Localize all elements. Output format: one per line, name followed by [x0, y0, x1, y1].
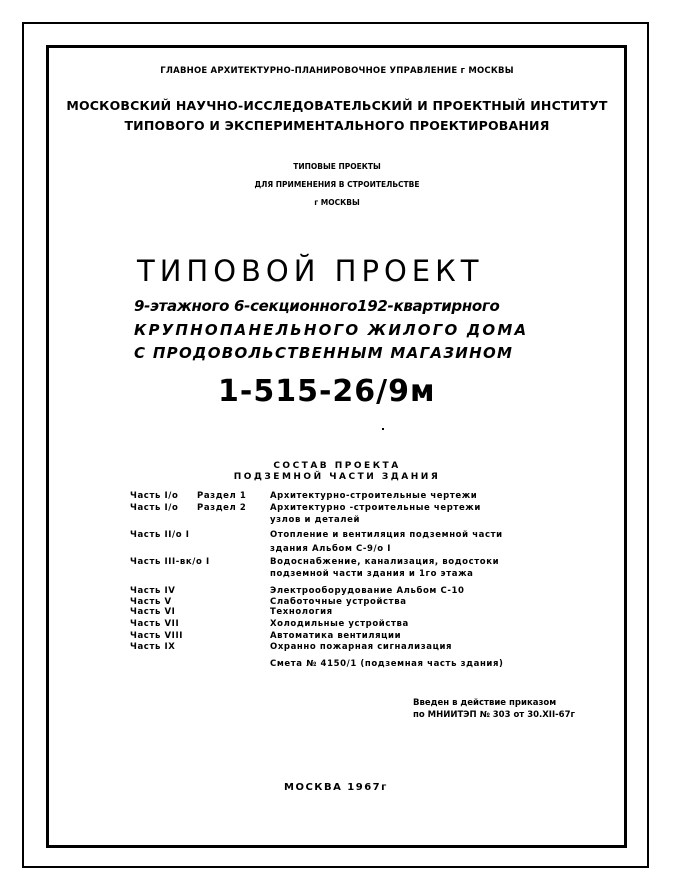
row-6-desc: Водоснабжение, канализация, водостоки: [270, 557, 500, 567]
row-2-section: Раздел 2: [197, 503, 247, 513]
row-8-part: Часть IV: [130, 586, 176, 596]
row-12-part: Часть VIII: [130, 631, 183, 641]
row-14-desc: Смета № 4150/1 (подземная часть здания): [270, 659, 504, 669]
city-year: МОСКВА 1967г: [284, 782, 388, 793]
series-line-3: г МОСКВЫ: [314, 198, 360, 207]
row-3-desc: узлов и деталей: [270, 515, 361, 525]
enacted-line-1: Введен в действие приказом: [413, 698, 557, 708]
row-12-desc: Автоматика вентиляции: [270, 631, 402, 641]
row-11-part: Часть VII: [130, 619, 180, 629]
header-line-3: ТИПОВОГО И ЭКСПЕРИМЕНТАЛЬНОГО ПРОЕКТИРОВАНИЯ: [124, 118, 550, 133]
series-line-2: ДЛЯ ПРИМЕНЕНИЯ В СТРОИТЕЛЬСТВЕ: [254, 180, 420, 189]
row-8-desc: Электрооборудование Альбом С-10: [270, 586, 465, 596]
title-line-2: КРУПНОПАНЕЛЬНОГО ЖИЛОГО ДОМА: [134, 321, 529, 339]
series-line-1: ТИПОВЫЕ ПРОЕКТЫ: [293, 162, 381, 171]
row-2-part: Часть I/о: [130, 503, 179, 513]
row-1-part: Часть I/о: [130, 491, 179, 501]
header-line-1: ГЛАВНОЕ АРХИТЕКТУРНО-ПЛАНИРОВОЧНОЕ УПРАВЛЕНИЕ г МОСКВЫ: [160, 66, 514, 76]
row-4-desc: Отопление и вентиляция подземной части: [270, 530, 503, 540]
row-4-part: Часть II/о I: [130, 530, 190, 540]
composition-heading-1: СОСТАВ ПРОЕКТА: [273, 461, 401, 471]
row-13-desc: Охранно пожарная сигнализация: [270, 642, 453, 652]
composition-heading-2: ПОДЗЕМНОЙ ЧАСТИ ЗДАНИЯ: [233, 472, 441, 482]
enacted-line-2: по МНИИТЭП № 303 от 30.XII-67г: [413, 710, 575, 720]
row-10-desc: Технология: [270, 607, 333, 617]
title-line-1: 9-этажного 6-секционного192-квартирного: [134, 297, 500, 315]
row-1-section: Раздел 1: [197, 491, 247, 501]
row-11-desc: Холодильные устройства: [270, 619, 409, 629]
row-2-desc: Архитектурно -строительные чертежи: [270, 503, 481, 513]
row-10-part: Часть VI: [130, 607, 176, 617]
title-line-3: С ПРОДОВОЛЬСТВЕННЫМ МАГАЗИНОМ: [134, 344, 514, 362]
row-9-part: Часть V: [130, 597, 172, 607]
row-6-part: Часть III-вк/о I: [130, 557, 210, 567]
row-1-desc: Архитектурно-строительные чертежи: [270, 491, 478, 501]
row-13-part: Часть IX: [130, 642, 176, 652]
row-7-desc: подземной части здания и 1го этажа: [270, 569, 474, 579]
project-code: 1-515-26/9м: [218, 374, 436, 409]
ink-dot: [382, 428, 384, 430]
header-line-2: МОСКОВСКИЙ НАУЧНО-ИССЛЕДОВАТЕЛЬСКИЙ И ПРОЕКТНЫЙ ИНСТИТУТ: [66, 98, 608, 113]
row-5-desc: здания Альбом С-9/о I: [270, 544, 391, 554]
row-9-desc: Слаботочные устройства: [270, 597, 407, 607]
document-title: ТИПОВОЙ ПРОЕКТ: [137, 254, 484, 288]
